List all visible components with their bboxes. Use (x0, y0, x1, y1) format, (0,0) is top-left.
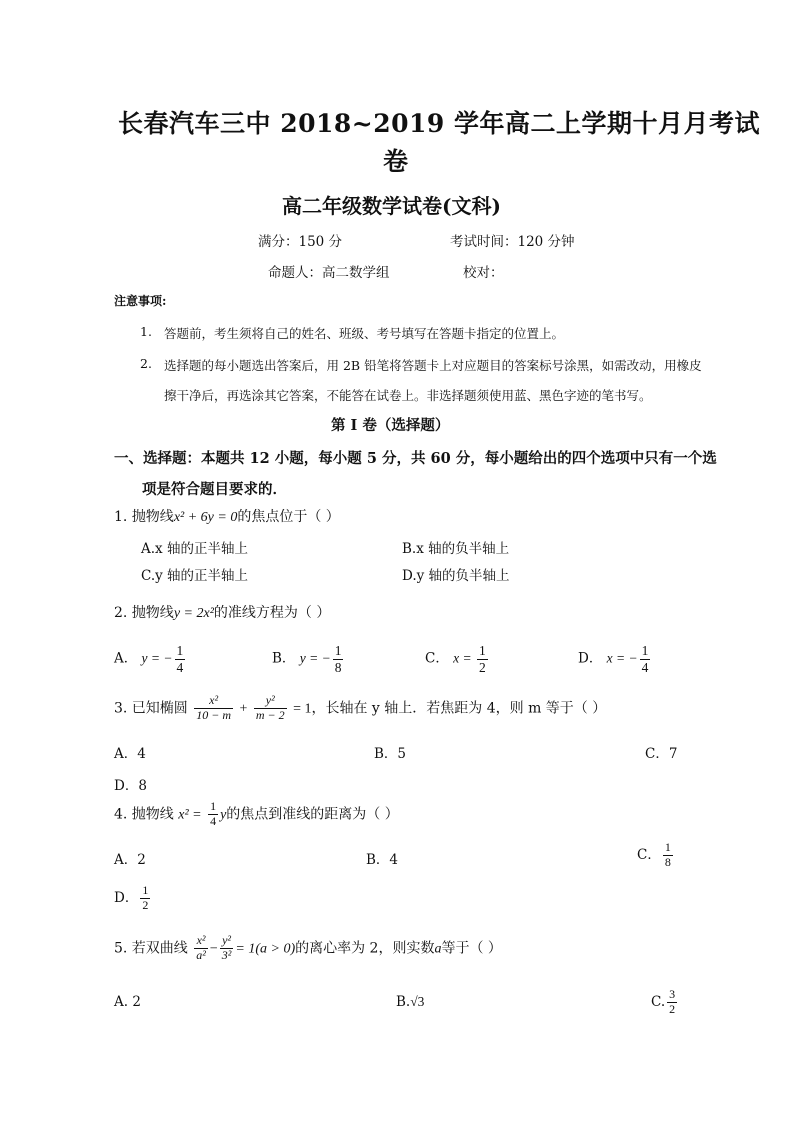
q3-option-b: B．5 (374, 746, 407, 762)
q4-option-d (114, 884, 152, 913)
math-expression: = 1 (293, 701, 312, 717)
math-operator: + (239, 701, 248, 717)
question-text: 的准线方程为（ ） (213, 605, 331, 621)
math-expression: x² + 6y = 0 (173, 510, 238, 525)
q5-option-b (396, 994, 424, 1010)
fraction: $\frac{1}{2}$ (142, 883, 149, 912)
option-label: B. (396, 994, 411, 1010)
exam-time: 考试时间：120 分钟 (450, 234, 575, 250)
fraction: $\frac{\text{y²}}{m - 2}$ (255, 693, 285, 722)
q5-option-c (651, 988, 679, 1017)
proofreader: 校对： (463, 265, 504, 281)
q2-option-c (425, 643, 490, 675)
option-label: D． (578, 650, 603, 667)
math-expression: y = − (141, 650, 173, 666)
question-text: 的焦点位于（ ） (237, 509, 340, 525)
exam-subtitle: 高二年级数学试卷(文科) (282, 194, 501, 218)
question-text: 5. 若双曲线 (114, 940, 188, 957)
q4-option-c (637, 841, 675, 870)
fraction: $\frac{3}{2}$ (669, 987, 676, 1016)
question-text: 的离心率为 2，则实数 (295, 940, 435, 957)
q4-option-a: A．2 (114, 852, 146, 868)
question-text: 4. 抛物线 (114, 806, 174, 823)
fraction: $\frac{\text{x²}}{\text{a²}}$ (196, 933, 206, 962)
fraction: $\frac{1}{8}$ (334, 643, 342, 675)
math-expression: √3 (410, 994, 425, 1009)
math-expression: x² = (178, 807, 202, 823)
q1-option-a: A.x 轴的正半轴上 (141, 541, 248, 557)
question-4 (114, 800, 399, 829)
math-expression: x = − (606, 650, 638, 666)
notice-item2-line2: 擦干净后，再选涂其它答案，不能答在试卷上。非选择题须使用蓝、黑色字迹的笔书写。 (164, 388, 652, 403)
full-score: 满分：150 分 (258, 234, 343, 250)
q3-option-d: D．8 (114, 778, 147, 794)
question-3 (114, 694, 606, 723)
part1-title: 第 I 卷（选择题） (331, 417, 450, 434)
option-label: C． (425, 650, 449, 667)
question-text: ，长轴在 y 轴上．若焦距为 4，则 m 等于（ ） (311, 700, 607, 717)
fraction: $\frac{1}{4}$ (176, 643, 184, 675)
fraction: $\frac{\text{x²}}{10 - m}$ (196, 693, 232, 722)
exam-title-line1: 长春汽车三中 2018~2019 学年高二上学期十月月考试 (118, 109, 761, 138)
q1-option-b: B.x 轴的负半轴上 (402, 541, 510, 557)
notice-item2-number: 2. (140, 356, 152, 371)
math-operator: − (209, 941, 218, 957)
question-1 (114, 506, 340, 526)
notice-item1-number: 1. (140, 324, 152, 339)
exam-title-line2: 卷 (383, 147, 409, 176)
fraction: $\frac{1}{2}$ (479, 643, 486, 675)
option-label: A． (114, 650, 138, 667)
q2-option-d (578, 643, 652, 675)
q3-option-c: C．7 (645, 746, 678, 762)
exam-author: 命题人：高二数学组 (268, 265, 390, 281)
q1-option-c: C.y 轴的正半轴上 (141, 568, 249, 584)
math-expression: = 1(a > 0) (235, 941, 296, 957)
question-number: 2. (114, 605, 128, 621)
math-expression: x = (453, 650, 475, 666)
fraction: $\frac{1}{4}$ (210, 799, 217, 828)
q2-option-b (272, 643, 345, 675)
fraction: $\frac{1}{8}$ (664, 840, 671, 869)
math-variable: y (220, 807, 227, 823)
q5-option-a: A. 2 (114, 994, 141, 1010)
question-number: 1. (114, 509, 128, 525)
question-text: 抛物线 (131, 605, 174, 621)
section1-instructions-line2: 项是符合题目要求的． (142, 481, 287, 498)
question-text: 3. 已知椭圆 (114, 700, 188, 717)
question-2 (114, 602, 330, 622)
notice-item1: 答题前，考生须将自己的姓名、班级、考号填写在答题卡指定的位置上。 (164, 326, 565, 341)
q4-option-b: B．4 (366, 852, 399, 868)
math-variable: a (434, 941, 442, 957)
notice-item2-line1: 选择题的每小题选出答案后，用 2B 铅笔将答题卡上对应题目的答案标号涂黑，如需改动，用橡皮 (164, 358, 702, 373)
fraction: $\frac{\text{y²}}{\text{3²}}$ (221, 933, 232, 962)
option-label: C． (637, 846, 661, 863)
math-expression: y = 2x² (173, 606, 214, 621)
q2-option-a (114, 643, 187, 675)
question-text: 的焦点到准线的距离为（ ） (226, 806, 399, 823)
section1-instructions-line1: 一、选择题：本题共 12 小题，每小题 5 分，共 60 分，每小题给出的四个选项中只有一个选 (114, 450, 717, 467)
q1-option-d: D.y 轴的负半轴上 (402, 568, 510, 584)
q3-option-a: A．4 (114, 746, 146, 762)
question-5 (114, 934, 502, 963)
question-text: 等于（ ） (441, 940, 502, 957)
math-expression: y = − (299, 650, 331, 666)
question-text: 抛物线 (131, 509, 174, 525)
option-label: C. (651, 993, 666, 1010)
option-label: B． (272, 650, 296, 667)
fraction: $\frac{1}{4}$ (641, 643, 649, 675)
option-label: D． (114, 889, 139, 906)
notice-heading: 注意事项: (114, 294, 167, 308)
